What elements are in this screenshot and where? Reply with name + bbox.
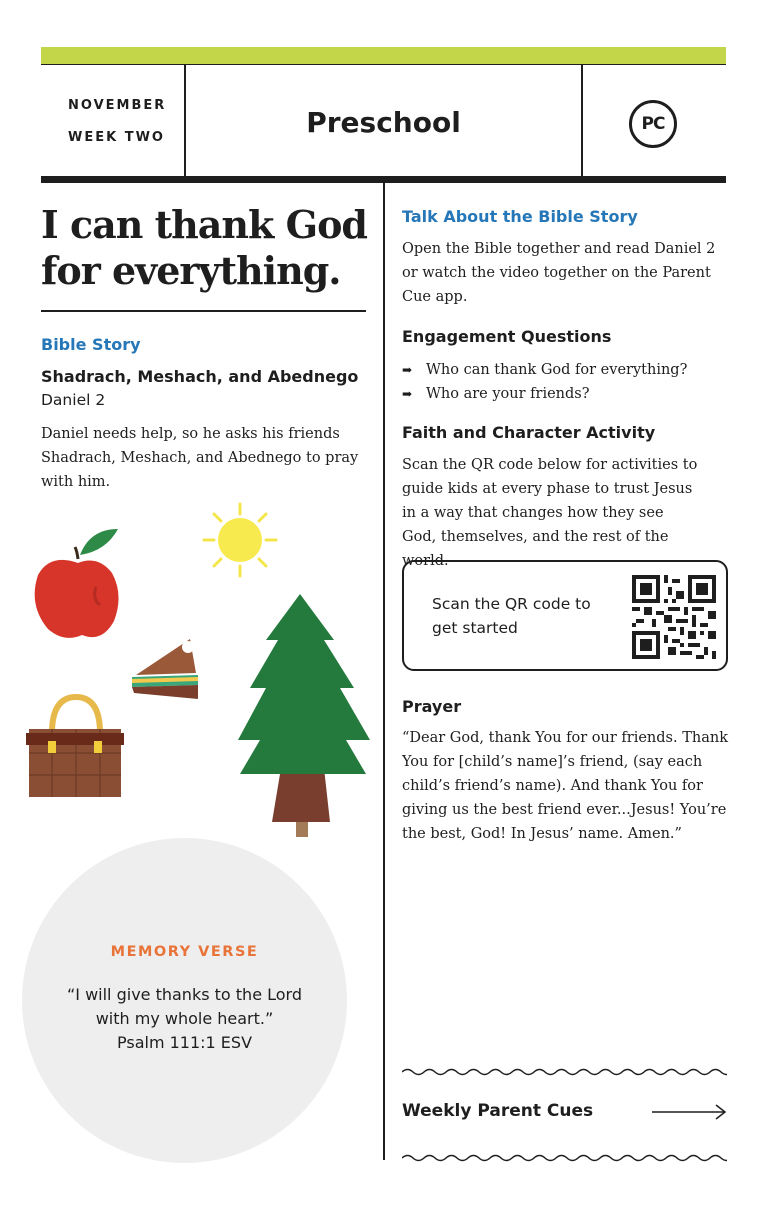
prayer-text: “Dear God, thank You for our friends. Thank You for [child’s name]’s friend, (say each child’s friend’s name). And thank You for giving us the best friend ever...Jesus! You’re the best, God! In Jesus’ name. Amen.” bbox=[402, 730, 728, 842]
talk-about-text: Open the Bible together and read Daniel 2 or watch the video together on the Parent Cue app. bbox=[402, 241, 716, 305]
page-title: Preschool bbox=[306, 106, 461, 139]
memory-verse-quote: “I will give thanks to the Lord with my whole heart.” bbox=[66, 985, 302, 1028]
column-divider bbox=[383, 183, 385, 1160]
month-label: NOVEMBER bbox=[68, 98, 167, 113]
qr-callout-text: Scan the QR code to get started bbox=[432, 595, 591, 637]
header-accent-bar bbox=[41, 47, 726, 64]
talk-about-heading: Talk About the Bible Story bbox=[402, 207, 638, 226]
activity-text: Scan the QR code below for activities to guide kids at every phase to trust Jesus in a way that changes how they see God, themselves, and the rest of the world. bbox=[402, 457, 698, 569]
right-arrow-icon[interactable] bbox=[652, 1103, 728, 1121]
bible-story-reference: Daniel 2 bbox=[41, 391, 106, 409]
wavy-divider bbox=[402, 1066, 727, 1078]
bible-story-title: Shadrach, Meshach, and Abednego bbox=[41, 367, 359, 386]
memory-verse-reference: Psalm 111:1 ESV bbox=[116, 1033, 253, 1052]
big-idea-statement: I can thank God for everything. bbox=[41, 202, 367, 293]
bible-story-heading: Bible Story bbox=[41, 335, 141, 354]
engagement-heading: Engagement Questions bbox=[402, 327, 612, 346]
memory-verse-label: MEMORY VERSE bbox=[110, 944, 259, 960]
tree-icon bbox=[234, 590, 374, 840]
list-item: ➡ Who can thank God for everything? bbox=[402, 358, 732, 382]
bible-story-summary: Daniel needs help, so he asks his friends Shadrach, Meshach, and Abednego to pray with him. bbox=[41, 426, 359, 490]
bullet-arrow-icon: ➡ bbox=[402, 387, 413, 401]
list-item: ➡ Who are your friends? bbox=[402, 382, 732, 406]
memory-verse-text bbox=[52, 983, 317, 1055]
engagement-questions bbox=[402, 358, 732, 406]
header-divider bbox=[581, 65, 583, 177]
prayer-heading: Prayer bbox=[402, 697, 462, 716]
bullet-arrow-icon: ➡ bbox=[402, 363, 413, 377]
header-rule bbox=[41, 176, 726, 183]
wavy-divider bbox=[402, 1152, 727, 1164]
header bbox=[41, 64, 726, 176]
basket-icon bbox=[26, 693, 124, 801]
activity-heading: Faith and Character Activity bbox=[402, 423, 656, 442]
statement-rule bbox=[41, 310, 366, 312]
weekly-parent-cues-link[interactable]: Weekly Parent Cues bbox=[402, 1101, 594, 1121]
week-label: WEEK TWO bbox=[68, 130, 165, 145]
sun-icon bbox=[200, 500, 280, 580]
sandwich-icon bbox=[128, 633, 206, 705]
pc-logo-icon: PC bbox=[629, 100, 677, 148]
qr-callout bbox=[402, 560, 728, 671]
qr-code-icon[interactable] bbox=[632, 575, 716, 659]
apple-icon bbox=[30, 525, 125, 645]
